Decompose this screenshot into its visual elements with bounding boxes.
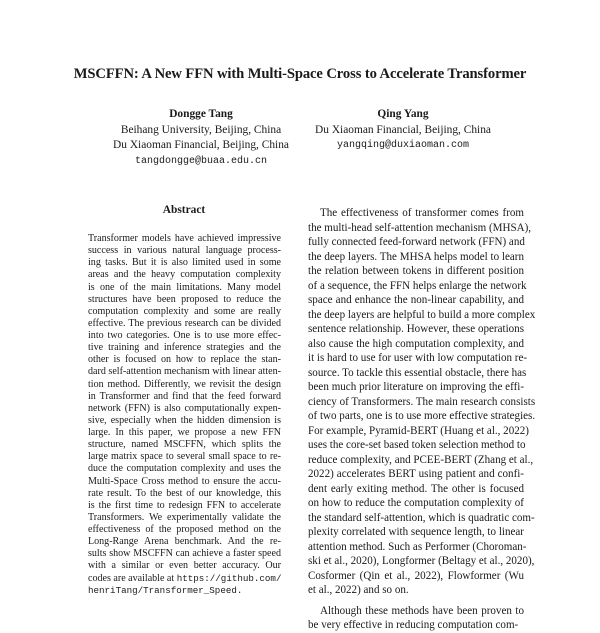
author-email: yangqing@duxiaoman.com — [336, 140, 470, 152]
text-line: Although these methods have been proven to — [320, 604, 524, 617]
text-line: sults show MSCFFN can achieve a faster speed — [88, 548, 281, 560]
author-block-2 — [298, 107, 508, 154]
text-line: the relation between tokens in different position — [308, 265, 524, 277]
text-line: ski et al., 2020), Longformer (Beltagy et al., 2020), — [308, 555, 535, 567]
text-line: sentence relationship. However, these operations — [308, 323, 524, 335]
text-line: the deep layers. The MHSA helps model to learn — [308, 250, 524, 263]
introduction-paragraph — [308, 206, 536, 598]
text-line: on how to reduce the computation complexity of — [308, 497, 524, 509]
text-line: of two parts, one is to use more effective strategies. — [308, 410, 536, 422]
text-line: the multi-head self-attention mechanism (MHSA), — [308, 221, 532, 234]
text-line: the standard self-attention, which is quadratic com- — [308, 511, 535, 524]
paper-title: MSCFFN: A New FFN with Multi-Space Cross to Accelerate Transformer — [73, 66, 527, 82]
text-line: tion method. Differently, we revisit the design — [88, 378, 281, 390]
text-line: computation complexity and some are really — [88, 305, 281, 317]
author-affiliation: Du Xiaoman Financial, Beijing, China — [315, 123, 491, 136]
text-line: The effectiveness of transformer comes from — [320, 207, 524, 219]
text-line: attention method. Such as Performer (Choroman- — [308, 540, 527, 553]
text-line: in Transformer and find that the feed forward — [88, 390, 281, 402]
text-line: the deep layers are helpful to build a more complex — [308, 308, 536, 321]
abstract-text — [88, 233, 281, 597]
text-line: large matrix space to several small space to re- — [88, 451, 281, 463]
text-line: ciency of Transformers. The main research consists — [308, 395, 536, 408]
text-line: it is hard to use for user with low computation re- — [308, 352, 528, 364]
text-line: 2022) accelerates BERT using patient and confi- — [308, 468, 524, 480]
text-line: with a similar or even better accuracy. Our — [88, 560, 281, 572]
text-line: other is focused on how to replace the stan- — [88, 354, 281, 366]
text-line: of a sequence, the FFN helps enlarge the network — [308, 279, 527, 292]
author-name: Dongge Tang — [169, 108, 233, 120]
text-line: henriTang/Transformer_Speed. — [88, 584, 243, 596]
text-line: rate result. To the best of our knowledge, this — [88, 487, 281, 499]
text-line: into two categories. One is to use more effec- — [88, 330, 281, 341]
author-affiliation: Du Xiaoman Financial, Beijing, China — [113, 139, 289, 152]
code-link[interactable]: https://github.com/ — [176, 572, 282, 584]
text-line: uses the core-set based token selection method to — [308, 439, 526, 451]
text-line: be very effective in reducing computation com- — [308, 619, 519, 631]
text-line: Transformer models have achieved impressive — [88, 233, 281, 244]
text-line: Cosformer (Qin et al., 2022), Flowformer (Wu — [308, 569, 524, 582]
text-line: space and enhance the non-linear capability, and — [308, 294, 524, 306]
text-line: structure, named MSCFFN, which splits the — [88, 439, 281, 451]
text-line: ing tasks. But it is also limited used in some — [88, 257, 281, 269]
text-line: is one of the main limitations. Many model — [88, 281, 281, 293]
text-line: areas and the heavy computation complexity — [88, 269, 281, 281]
author-block-1 — [95, 107, 307, 169]
text-line: Multi-Space Cross method to ensure the accu- — [88, 475, 281, 487]
text-line: plexity correlated with sequence length, to linear — [308, 526, 524, 538]
introduction-paragraph — [308, 604, 524, 633]
author-email: tangdongge@buaa.edu.cn — [134, 155, 268, 167]
text-line: success in various natural language process- — [88, 245, 281, 257]
text-line: effectiveness of the proposed method on the — [88, 524, 281, 535]
text-line: large. In this paper, we propose a new FFN — [88, 427, 281, 438]
text-line: source. To tackle this essential obstacle, there has — [308, 366, 527, 379]
introduction-column — [308, 206, 536, 633]
text-line: dent early exiting method. The other is focused — [308, 482, 524, 495]
text-line: sive, especially when the hidden dimension is — [88, 414, 281, 426]
text-line: reduce complexity, and PCEE-BERT (Zhang et al., — [308, 453, 534, 466]
text-line: Transformers. We experimentally validate the — [88, 511, 281, 523]
text-line: fully connected feed-forward network (FFN) and — [308, 236, 525, 248]
text-line: is the first time to redesign FFN to accelerate — [88, 499, 281, 511]
text-line: also cause the high computation complexity, and — [308, 337, 524, 350]
text-line: dard self-attention mechanism with linear atten- — [88, 366, 281, 378]
text-line: tive training and inference strategies and the — [88, 342, 281, 354]
text-line: effective. The previous research can be divided — [88, 317, 281, 329]
author-name: Qing Yang — [377, 108, 429, 120]
text-line: Long-Range Arena benchmark. And the re- — [88, 536, 281, 548]
text-line: network (FFN) is also computationally expen- — [88, 402, 281, 414]
text-line: et al., 2022) and so on. — [308, 584, 409, 596]
author-affiliation: Beihang University, Beijing, China — [120, 123, 282, 136]
text-line: codes are available at https://github.com/ — [88, 572, 282, 584]
text-line: been much prior literature on improving the effi- — [308, 381, 524, 393]
abstract-heading: Abstract — [162, 204, 206, 216]
text-line: structures have been proposed to reduce the — [88, 293, 281, 305]
text-line: duce the computation complexity and uses the — [88, 463, 281, 475]
text-line: For example, Pyramid-BERT (Huang et al., 2022) — [308, 424, 529, 437]
